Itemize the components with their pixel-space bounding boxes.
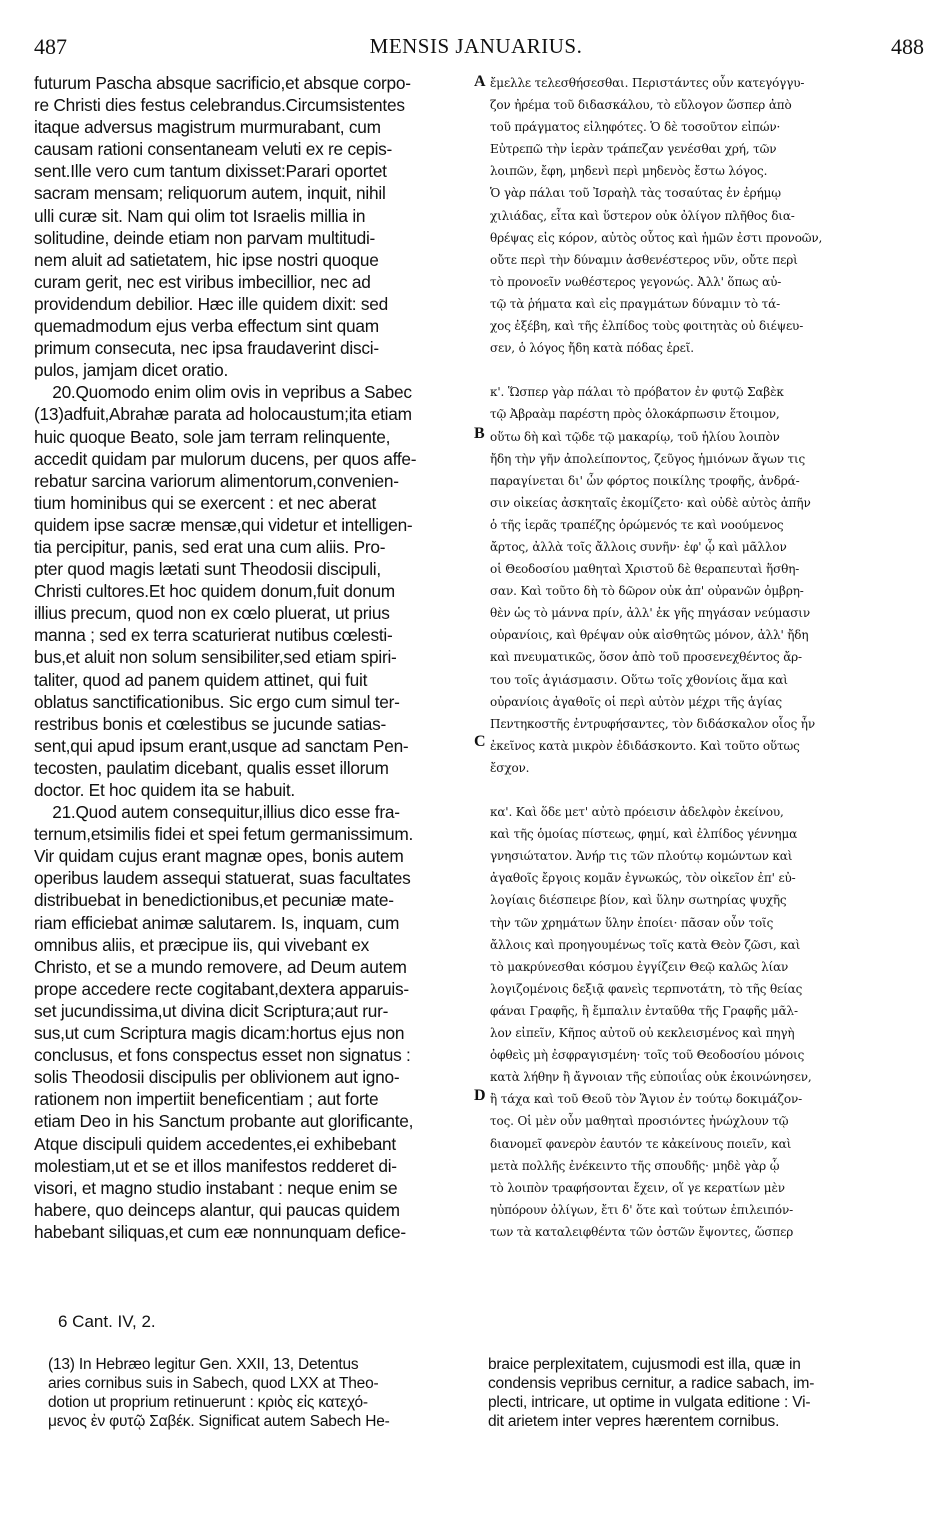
footnote-right: braice perplexitatem, cujusmodi est illa, quæ in condensis vepribus cernitur, a radice sabach, im- plecti, intricare, ut optime in vulgata editione : Vi- dit arietem inter vepres hærentem cornibus.: [488, 1356, 815, 1430]
latin-column: futurum Pascha absque sacrificio,et absque corpo- re Christi dies festus celebrandus.Circumsistentes itaque adversus magistrum murmurabant, cum causam rationi consentaneam veluti ex re cepis- sent.Ille vero cum tantum dixisset:Parari oportet sacram mensam; reliquorum autem, inquit, nihil ulli curæ sit. Nam qui olim tot Israelis millia in solitudine, deinde etiam non parvam multitudi- nem aluit ad satietatem, hic ipse nostri quoque curam gerit, nec est viribus imbecillior, nec ad providendum debilior. Hæc ille quidem dixit: sed quemadmodum ejus verba effectum sint quam primum consecuta, nec ipsa fraudaverint disci- pulos, jamjam dicet oratio. 20.Quomodo enim olim ovis in vepribus a Sabec (13)adfuit,Abrahæ parata ad holocaustum;ita etiam huic quoque Beato, sole jam terram relinquente, accedit quidam par mulorum ducens, per quos affe- rebatur sarcina variorum alimentorum,convenien- tium hominibus qui se exercent : et nec aberat quidem ipse sacræ mensæ,qui videtur et intelligen- tia percipitur, panis, sed erat una cum aliis. Pro- pter quod magis lætati sunt Theodosii discipuli, Christi cultores.Et hoc quidem donum,fuit donum illius precum, quod non ex cœlo pluerat, ut prius manna ; sed ex terra scaturierat nutibus cœlesti- bus,et aluit non solum sensibiliter,sed etiam spiri- taliter, quod ad panem quidem attinet, qui fuit oblatus sanctificationibus. Sic ergo cum simul ter- restribus bonis et cœlestibus se jucunde satias- sent,qui apud ipsum erant,usque ad sanctam Pen- tecosten, paulatim dicebant, qualis esset illorum doctor. Et hoc quidem ita se habuit. 21.Quod autem consequitur,illius dico esse fra- ternum,etsimilis fidei et spei fetum germanissimum. Vir quidam cujus erant magnæ opes, bonis autem operibus laudem assequi statuerat, suas facultates distribuebat in benedictionibus,et pecuniæ mate- riam efficiebat animæ salutarem. Is, inquam, cum omnibus aliis, et præcipue iis, qui vivebant ex Christo, et se a mundo removere, ad Deum autem prope accedere recte cogitabant,dextera apparuis- set jucundissima,ut divina dicit Scriptura;aut rur- sus,ut cum Scriptura magis dicam:hortus ejus non conclusus, et fons conspectus esset non signatus : solis Theodosii discipulis per oblivionem aut igno- rationem non impertiit beneficentiam ; aut forte etiam Deo in his Sanctum probante aut glorificante, Atque discipuli quidem accedentes,ei exhibebant molestiam,ut et se et illos manifestos redderet di- visori, et magno studio instabant : neque enim se habere, quo deinceps alantur, qui paucas quidem habebant siliquas,et cum eæ nonnunquam defice-: [34, 73, 417, 1242]
margin-mark-b: B: [474, 425, 485, 442]
footnote-left: (13) In Hebræo legitur Gen. XXII, 13, Detentus aries cornibus suis in Sabech, quod LXX at Theo- dotion ut proprium retinuerunt : κριὸς εἰς κατεχό- μενος ἐν φυτῷ Σαβέκ. Significat autem Sabech He-: [48, 1356, 390, 1430]
page-title: MENSIS JANUARIUS.: [369, 34, 583, 58]
margin-mark-c: C: [474, 733, 486, 750]
page-number-left: 487: [34, 34, 67, 59]
margin-mark-a: A: [474, 73, 486, 90]
greek-column: ἔμελλε τελεσθήσεσθαι. Περιστάντες οὖν κατεγόγγυ- ζον ἠρέμα τοῦ διδασκάλου, τὸ εὔλογον ὥσπερ ἀπὸ τοῦ πράγματος εἰληφότες. Ὁ δὲ τοσοῦτον εἰπών· Εὐτρεπῶ τὴν ἱερὰν τράπεζαν γενέσθαι χρή, τῶν λοιπῶν, ἔφη, μηδενὶ περὶ μηδενὸς ἔστω λόγος. Ὁ γὰρ πάλαι τοῦ Ἰσραὴλ τὰς τοσαύτας ἐν ἐρήμῳ χιλιάδας, εἶτα καὶ ὕστερον οὐκ ὀλίγον πλῆθος δια- θρέψας εἰς κόρον, αὐτὸς οὗτος καὶ ἡμῶν ἐστι προνοῶν, οὔτε περὶ τὴν δύναμιν ἀσθενέστερος νῦν, οὔτε περὶ τὸ προνοεῖν νωθέστερος γεγονώς. Ἀλλ' ὅπως αὐ- τῷ τὰ ῥήματα καὶ εἰς πραγμάτων δύναμιν τὸ τά- χος ἐξέβη, καὶ τῆς ἐλπίδος τοὺς φοιτητὰς οὐ διέψευ- σεν, ὁ λόγος ἤδη κατὰ πόδας ἐρεῖ. κ'. Ὥσπερ γὰρ πάλαι τὸ πρόβατον ἐν φυτῷ Σαβὲκ τῷ Ἀβραὰμ παρέστη πρὸς ὁλοκάρπωσιν ἕτοιμον, οὕτω δὴ καὶ τῷδε τῷ μακαρίῳ, τοῦ ἡλίου λοιπὸν ἤδη τὴν γῆν ἀπολείποντος, ζεῦγος ἡμιόνων ἄγων τις παραγίνεται δι' ὧν φόρτος ποικίλης τροφῆς, ἀνδρά- σιν οἰκείας ἀσκηταῖς ἐκομίζετο· καὶ οὐδὲ αὐτὸς ἀπῆν ὁ τῆς ἱερᾶς τραπέζης ὁρώμενός τε καὶ νοούμενος ἄρτος, ἀλλὰ τοῖς ἄλλοις συνῆν· ἐφ' ᾧ καὶ μᾶλλον οἱ Θεοδοσίου μαθηταὶ Χριστοῦ δὲ θεραπευταὶ ἥσθη- σαν. Καὶ τοῦτο δὴ τὸ δῶρον οὐκ ἀπ' οὐρανῶν ὀμβρη- θὲν ὡς τὸ μάννα πρίν, ἀλλ' ἐκ γῆς πηγάσαν νεύμασιν οὐρανίοις, καὶ θρέψαν οὐκ αἰσθητῶς μόνον, ἀλλ' ἤδη καὶ πνευματικῶς, ὅσον ἀπὸ τοῦ προσενεχθέντος ἄρ- του τοῖς ἁγιάσμασιν. Οὕτω τοῖς χθονίοις ἅμα καὶ οὐρανίοις ἀγαθοῖς οἱ περὶ αὐτὸν μέχρι τῆς ἁγίας Πεντηκοστῆς ἐντρυφήσαντες, τὸν διδάσκαλον οἷος ἦν ἐκεῖνος κατὰ μικρὸν ἐδιδάσκοντο. Καὶ τοῦτο οὕτως ἔσχον. κα'. Καὶ ὅδε μετ' αὐτὸ πρόεισιν ἀδελφὸν ἐκείνου, καὶ τῆς ὁμοίας πίστεως, φημί, καὶ ἐλπίδος γέννημα γνησιώτατον. Ἀνήρ τις τῶν πλούτῳ κομώντων καὶ ἀγαθοῖς ἔργοις κομᾶν ἐγνωκώς, τὸν οἰκεῖον ἐπ' εὐ- λογίαις διέσπειρε βίον, καὶ ὕλην σωτηρίας ψυχῆς τὴν τῶν χρημάτων ὕλην ἐποίει· πᾶσαν οὖν τοῖς ἄλλοις καὶ προηγουμένως τοῖς κατὰ Θεὸν ζῶσι, καὶ τὸ μακρύνεσθαι κόσμου ἐγγίζειν Θεῷ καλῶς λίαν λογιζομένοις δεξιᾷ φανεὶς τερπνοτάτη, τὸ τῆς θείας φάναι Γραφῆς, ἢ ἔμπαλιν ἐνταῦθα τῆς Γραφῆς μᾶλ- λον εἰπεῖν, Κῆπος αὐτοῦ οὐ κεκλεισμένος καὶ πηγὴ ὀφθεὶς μὴ ἐσφραγισμένη· τοῖς τοῦ Θεοδοσίου μόνοις κατὰ λήθην ἢ ἄγνοιαν τῆς εὐποιΐας οὐκ ἐκοινώνησεν, ἢ τάχα καὶ τοῦ Θεοῦ τὸν Ἅγιον ἐν τούτῳ δοκιμάζον- τος. Οἱ μὲν οὖν μαθηταὶ προσιόντες ἠνώχλουν τῷ διανομεῖ φανερὸν ἑαυτόν τε κἀκείνους ποιεῖν, καὶ μετὰ πολλῆς ἐνέκειντο τῆς σπουδῆς· μηδὲ γὰρ ᾧ τὸ λοιπὸν τραφήσονται ἔχειν, οἵ γε κερατίων μὲν ηὐπόρουν ὀλίγων, ἔτι δ' ὅτε καὶ τούτων ἐπιλειπόν- των τὰ καταλειφθέντα τῶν ὀστῶν ἔψοντες, ὥσπερ: [490, 76, 823, 1239]
page-number-right: 488: [891, 34, 924, 59]
scripture-reference: 6 Cant. IV, 2.: [58, 1312, 156, 1331]
margin-mark-d: D: [474, 1087, 486, 1104]
